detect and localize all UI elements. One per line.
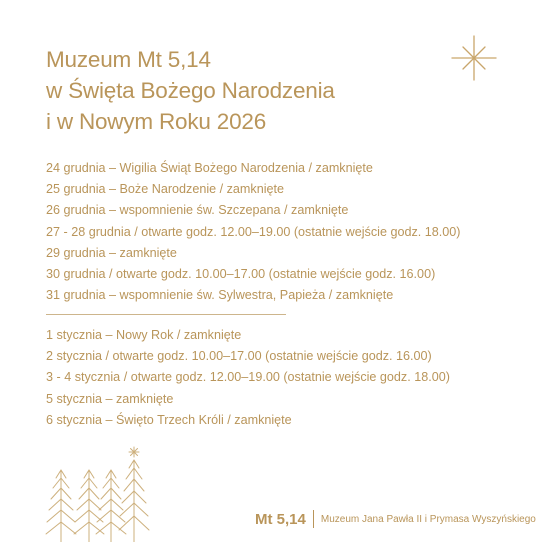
- list-item: 5 stycznia – zamknięte: [46, 391, 174, 406]
- list-item: 25 grudnia – Boże Narodzenie / zamknięte: [46, 182, 285, 197]
- title-line-3: i w Nowym Roku 2026: [46, 109, 267, 134]
- sparkle-star-icon: [450, 34, 498, 82]
- list-item: 31 grudnia – wspomnienie św. Sylwestra, Papieża / zamknięte: [46, 288, 394, 303]
- list-item: 3 - 4 stycznia / otwarte godz. 12.00–19.00 (ostatnie wejście godz. 18.00): [46, 370, 450, 385]
- list-item: 29 grudnia – zamknięte: [46, 245, 177, 260]
- january-schedule: [46, 325, 450, 431]
- section-divider: [46, 314, 286, 315]
- title-line-1: Muzeum Mt 5,14: [46, 47, 211, 72]
- page-title: [46, 44, 335, 137]
- list-item: 6 stycznia – Święto Trzech Króli / zamknięte: [46, 412, 292, 427]
- christmas-trees-icon: [44, 446, 156, 542]
- footer-separator: [313, 510, 314, 528]
- list-item: 1 stycznia – Nowy Rok / zamknięte: [46, 328, 242, 342]
- footer: [255, 507, 536, 531]
- list-item: 30 grudnia / otwarte godz. 10.00–17.00 (ostatnie wejście godz. 16.00): [46, 267, 436, 282]
- list-item: 2 stycznia / otwarte godz. 10.00–17.00 (ostatnie wejście godz. 16.00): [46, 349, 432, 364]
- footer-brand: Mt 5,14: [255, 510, 306, 528]
- list-item: 26 grudnia – wspomnienie św. Szczepana / zamknięte: [46, 203, 349, 218]
- footer-museum-name: Muzeum Jana Pawła II i Prymasa Wyszyńskiego: [320, 513, 536, 525]
- list-item: 27 - 28 grudnia / otwarte godz. 12.00–19.00 (ostatnie wejście godz. 18.00): [46, 224, 461, 239]
- title-line-2: w Święta Bożego Narodzenia: [46, 78, 335, 103]
- list-item: 24 grudnia – Wigilia Świąt Bożego Narodzenia / zamknięte: [46, 161, 373, 175]
- december-schedule: [46, 158, 460, 306]
